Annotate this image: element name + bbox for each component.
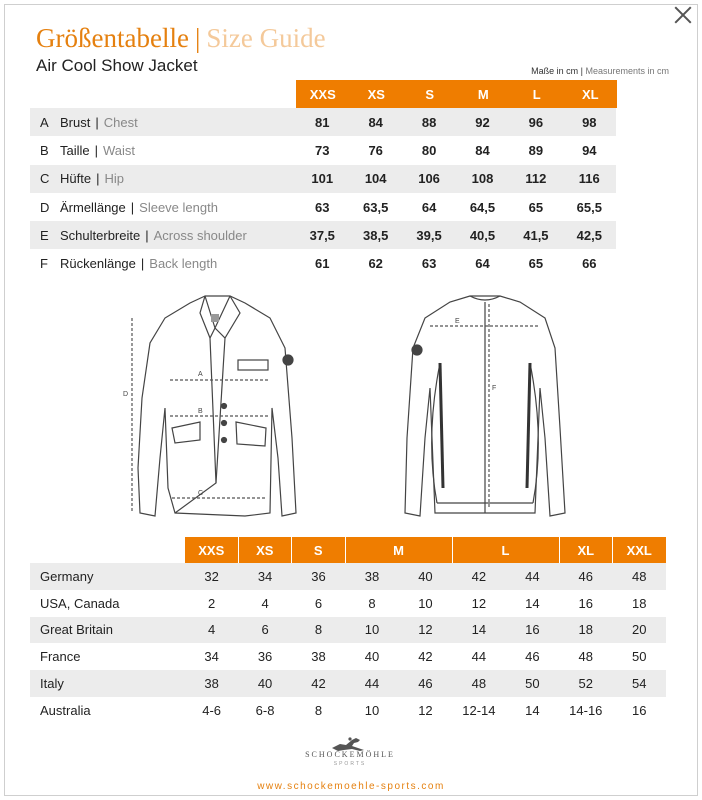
measure-value: 108: [471, 171, 494, 187]
measure-value: 98: [582, 114, 597, 130]
measure-value: 65: [528, 199, 544, 215]
measure-value: 92: [475, 114, 490, 130]
units-note: [531, 66, 669, 76]
measure-row: [30, 136, 616, 164]
measure-value: 63: [421, 256, 437, 272]
conversion-value: 38: [311, 649, 326, 665]
conversion-header-xs: XS: [239, 537, 293, 563]
conversion-value: 16: [525, 622, 540, 638]
conversion-header-l: L: [453, 537, 560, 563]
conversion-value: 38: [204, 676, 219, 692]
measure-separator: |: [96, 171, 100, 187]
measure-name-german: Taille: [60, 142, 90, 158]
conversion-value: 44: [471, 649, 487, 665]
conversion-value: 10: [418, 595, 433, 611]
size-header-xs: XS: [350, 80, 404, 108]
conversion-value: 16: [578, 595, 594, 611]
measure-name-english: Sleeve length: [139, 199, 218, 215]
measure-value: 64: [475, 256, 490, 272]
measure-name-german: Schulterbreite: [60, 227, 141, 243]
conversion-value: 42: [418, 649, 433, 665]
brand-logo: [290, 736, 410, 776]
measure-value: 96: [528, 114, 544, 130]
measure-value: 89: [528, 142, 544, 158]
conversion-value: 10: [364, 622, 380, 638]
measure-value: 73: [315, 142, 330, 158]
conversion-value: 46: [578, 568, 594, 584]
conversion-value: 14: [525, 702, 540, 718]
measure-row: [30, 165, 616, 193]
conversion-value: 44: [364, 676, 380, 692]
measure-label: [30, 228, 296, 243]
measure-value: 64: [421, 199, 437, 215]
conversion-value: 36: [257, 649, 273, 665]
measure-value: 65,5: [576, 199, 602, 215]
measure-letter: A: [40, 114, 49, 130]
conversion-value: 8: [368, 595, 376, 611]
country-name: Great Britain: [40, 622, 113, 638]
conversion-table-header: [185, 537, 667, 563]
country-name: Italy: [40, 676, 64, 692]
conversion-header-m: M: [346, 537, 453, 563]
measure-value: 84: [368, 114, 383, 130]
measure-value: 41,5: [523, 227, 549, 243]
diagram-label-b: B: [198, 408, 203, 415]
diagram-label-a: A: [198, 371, 203, 378]
measure-separator: |: [130, 199, 135, 215]
measure-name-english: Back length: [149, 256, 218, 272]
measure-separator: |: [145, 227, 149, 243]
country-name: USA, Canada: [40, 595, 120, 611]
conversion-value: 38: [364, 568, 380, 584]
brand-name: SCHOCKEMÖHLE: [305, 750, 395, 759]
conversion-value: 14: [471, 622, 487, 638]
measure-name-german: Hüfte: [60, 171, 92, 187]
conversion-value: 36: [311, 568, 326, 584]
conversion-header-s: S: [292, 537, 346, 563]
conversion-value: 48: [578, 649, 594, 665]
measure-row: [30, 221, 616, 249]
measure-value: 62: [368, 256, 383, 272]
measure-name-english: Across shoulder: [153, 227, 247, 243]
conversion-value: 18: [578, 622, 594, 638]
measure-value: 116: [578, 171, 600, 187]
conversion-value: 44: [525, 568, 540, 584]
conversion-value: 40: [257, 676, 273, 692]
conversion-header-xxs: XXS: [185, 537, 239, 563]
measure-separator: |: [94, 142, 99, 158]
conversion-row: [30, 617, 666, 644]
conversion-value: 18: [632, 595, 647, 611]
conversion-header-xxl: XXL: [613, 537, 667, 563]
measure-value: 66: [582, 256, 597, 272]
units-english: Measurements in cm: [585, 66, 669, 76]
conversion-value: 34: [204, 649, 219, 665]
measure-letter: E: [40, 227, 49, 243]
measure-label: [30, 115, 296, 130]
units-separator: |: [580, 66, 583, 76]
conversion-value: 10: [364, 702, 380, 718]
website-link[interactable]: www.schockemoehle-sports.com: [257, 781, 445, 792]
measure-value: 81: [315, 114, 330, 130]
measure-letter: C: [40, 171, 50, 187]
conversion-value: 14: [525, 595, 540, 611]
conversion-value: 4: [208, 622, 216, 638]
conversion-value: 46: [418, 676, 433, 692]
conversion-value: 40: [418, 568, 433, 584]
conversion-value: 8: [314, 622, 323, 638]
conversion-value: 48: [632, 568, 647, 584]
measure-name-english: Waist: [103, 142, 136, 158]
conversion-value: 42: [471, 568, 487, 584]
measure-table-header: [296, 80, 617, 108]
size-header-xxs: XXS: [296, 80, 350, 108]
diagram-label-d: D: [123, 391, 129, 398]
measure-value: 42,5: [576, 227, 602, 243]
jacket-back-diagram: [395, 288, 575, 523]
size-header-l: L: [510, 80, 564, 108]
country-name: France: [40, 649, 81, 665]
conversion-value: 32: [204, 568, 219, 584]
measure-value: 39,5: [416, 227, 442, 243]
measure-value: 104: [364, 171, 387, 187]
diagram-label-c: C: [198, 490, 204, 497]
conversion-value: 12: [471, 595, 487, 611]
conversion-value: 2: [208, 595, 216, 611]
conversion-value: 46: [525, 649, 540, 665]
conversion-value: 16: [632, 702, 647, 718]
measure-value: 40,5: [469, 227, 496, 243]
title-separator: |: [194, 23, 201, 53]
measure-row: [30, 193, 616, 221]
conversion-value: 6: [314, 595, 323, 611]
conversion-value: 50: [525, 676, 540, 692]
conversion-header-xl: XL: [560, 537, 614, 563]
measure-value: 38,5: [363, 227, 389, 243]
conversion-row: [30, 643, 666, 670]
size-header-xl: XL: [564, 80, 618, 108]
measure-value: 80: [421, 142, 437, 158]
measure-name-german: Brust: [60, 114, 91, 130]
country-name: Germany: [40, 568, 94, 584]
measure-row: [30, 249, 616, 277]
units-german: Maße in cm: [531, 66, 579, 76]
size-header-m: M: [457, 80, 511, 108]
conversion-value: 20: [632, 622, 647, 638]
measure-letter: F: [40, 256, 48, 272]
measure-value: 101: [311, 171, 334, 187]
measure-label: [30, 200, 296, 215]
jacket-front-diagram: [120, 288, 310, 523]
measure-name-german: Rückenlänge: [60, 256, 136, 272]
measure-value: 63: [315, 199, 330, 215]
conversion-value: 52: [578, 676, 594, 692]
measure-value: 64,5: [469, 199, 496, 215]
measure-value: 88: [421, 114, 437, 130]
measure-separator: |: [140, 256, 145, 272]
measure-row: [30, 108, 616, 136]
conversion-value: 50: [632, 649, 647, 665]
measure-value: 65: [528, 256, 544, 272]
title-english: Size Guide: [206, 23, 326, 53]
measure-value: 61: [315, 256, 330, 272]
conversion-value: 4-6: [202, 702, 222, 718]
measure-value: 84: [475, 142, 490, 158]
conversion-value: 48: [471, 676, 487, 692]
conversion-row: [30, 590, 666, 617]
measure-letter: B: [40, 142, 49, 158]
country-name: Australia: [40, 702, 91, 718]
measure-letter: D: [40, 199, 50, 215]
measure-value: 94: [582, 142, 597, 158]
measure-table: [30, 108, 616, 278]
conversion-value: 42: [311, 676, 326, 692]
conversion-value: 14-16: [569, 702, 603, 718]
product-name: Air Cool Show Jacket: [36, 56, 198, 75]
title-german: Größentabelle: [36, 23, 189, 53]
conversion-value: 54: [632, 676, 647, 692]
diagram-label-e: E: [455, 318, 460, 325]
size-header-s: S: [403, 80, 457, 108]
conversion-table: [30, 563, 666, 724]
conversion-value: 12: [418, 622, 433, 638]
conversion-value: 12: [418, 702, 433, 718]
measure-separator: |: [95, 114, 99, 130]
conversion-value: 12-14: [462, 702, 496, 718]
conversion-row: [30, 563, 666, 590]
close-icon[interactable]: [672, 4, 694, 26]
conversion-value: 34: [257, 568, 273, 584]
measure-value: 37,5: [309, 227, 335, 243]
conversion-value: 8: [314, 702, 323, 718]
measure-name-german: Ärmellänge: [60, 199, 126, 215]
conversion-value: 40: [364, 649, 380, 665]
measure-label: [30, 171, 296, 186]
brand-tagline: SPORTS: [333, 761, 367, 767]
measure-value: 106: [418, 171, 440, 187]
measure-value: 76: [368, 142, 383, 158]
measure-value: 112: [525, 171, 547, 187]
conversion-value: 6-8: [255, 702, 275, 718]
measure-value: 63,5: [363, 199, 389, 215]
measure-name-english: Chest: [103, 114, 138, 130]
conversion-row: [30, 697, 666, 724]
conversion-value: 6: [261, 622, 269, 638]
page-title: [36, 22, 326, 54]
diagram-label-f: F: [492, 385, 497, 392]
measure-label: [30, 143, 296, 158]
measure-name-english: Hip: [104, 171, 124, 187]
measure-label: [30, 256, 296, 271]
conversion-value: 4: [261, 595, 269, 611]
conversion-row: [30, 670, 666, 697]
